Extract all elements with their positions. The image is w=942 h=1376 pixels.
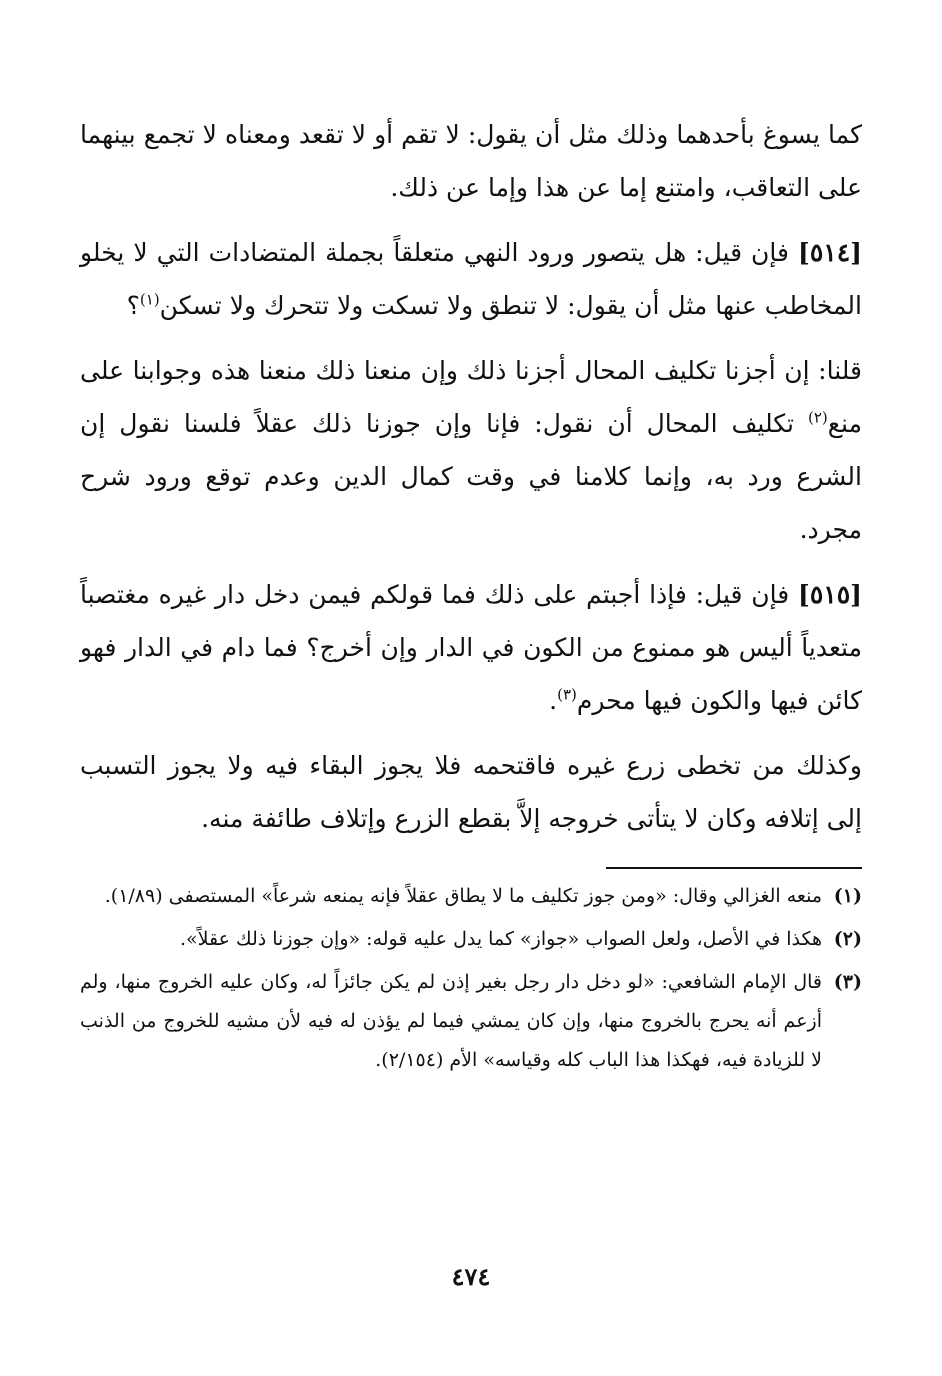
page-number: ٤٧٤ — [451, 1262, 491, 1291]
body-paragraph-515 — [80, 568, 862, 727]
footnote-text: قال الإمام الشافعي: «لو دخل دار رجل بغير إذن لم يكن جائزاً له، وكان عليه الخروج منها، ولم أزعم أنه يحرج بالخروج منها، وإن كان يمشي فيما لم يؤذن له فيه لأن مشيه للخروج من الذنب لا للزيادة فيه، فهكذا هذا الباب كله وقياسه» الأم (٢/١٥٤). — [80, 971, 823, 1071]
footnote-separator — [606, 867, 862, 869]
footnote-2 — [80, 920, 862, 959]
paragraph-text: كما يسوغ بأحدهما وذلك مثل أن يقول: لا تقم أو لا تقعد ومعناه لا تجمع بينهما على التعاقب، وامتنع إما عن هذا وإما عن ذلك. — [80, 120, 862, 202]
footnote-ref-2[interactable]: (٢) — [807, 408, 828, 427]
paragraph-text: فإن قيل: فإذا أجبتم على ذلك فما قولكم فيمن دخل دار غيره مغتصباً متعدياً أليس هو ممنوع من الكون في الدار وإن أخرج؟ فما دام في الدار فهو كائن فيها والكون فيها محرم — [80, 580, 862, 715]
paragraph-text-end: ؟ — [126, 291, 140, 320]
footnote-ref-1[interactable]: (١) — [139, 290, 160, 309]
paragraph-text-cont: تكليف المحال أن نقول: فإنا وإن جوزنا ذلك عقلاً فلسنا نقول إن الشرع ورد به، وإنما كلامنا في وقت كمال الدين وعدم توقع ورود شرح مجرد. — [80, 409, 862, 544]
footnote-text: منعه الغزالي وقال: «ومن جوز تكليف ما لا يطاق عقلاً فإنه يمنعه شرعاً» المستصفى (١/٨٩). — [104, 885, 822, 907]
paragraph-text: فإن قيل: هل يتصور ورود النهي متعلقاً بجملة المتضادات التي لا يخلو المخاطب عنها مثل أن يقول: لا تنطق ولا تسكت ولا تتحرك ولا تسكن — [80, 238, 862, 320]
paragraph-text: قلنا: إن أجزنا تكليف المحال أجزنا ذلك وإن منعنا ذلك منعنا هذه وجوابنا على منع — [80, 356, 862, 438]
section-number: [٥١٤] — [798, 238, 862, 267]
body-paragraph-1 — [80, 108, 862, 214]
body-paragraph-5 — [80, 739, 862, 845]
footnote-ref-3[interactable]: (٣) — [557, 685, 577, 704]
body-paragraph-3 — [80, 344, 862, 556]
footnote-1 — [80, 877, 862, 916]
paragraph-text-end: . — [549, 686, 558, 715]
paragraph-text: وكذلك من تخطى زرع غيره فاقتحمه فلا يجوز البقاء فيه ولا يجوز التسبب إلى إتلافه وكان لا يتأتى خروجه إلاَّ بقطع الزرع وإتلاف طائفة منه. — [80, 751, 862, 833]
body-paragraph-514 — [80, 226, 862, 332]
footnote-3 — [80, 963, 862, 1080]
footnote-text: هكذا في الأصل، ولعل الصواب «جواز» كما يدل عليه قوله: «وإن جوزنا ذلك عقلاً». — [179, 928, 822, 950]
footnote-number: (٢) — [833, 928, 862, 950]
footnote-number: (١) — [833, 885, 862, 907]
footnote-number: (٣) — [833, 971, 862, 993]
footnotes — [80, 877, 862, 1080]
section-number: [٥١٥] — [798, 580, 862, 609]
